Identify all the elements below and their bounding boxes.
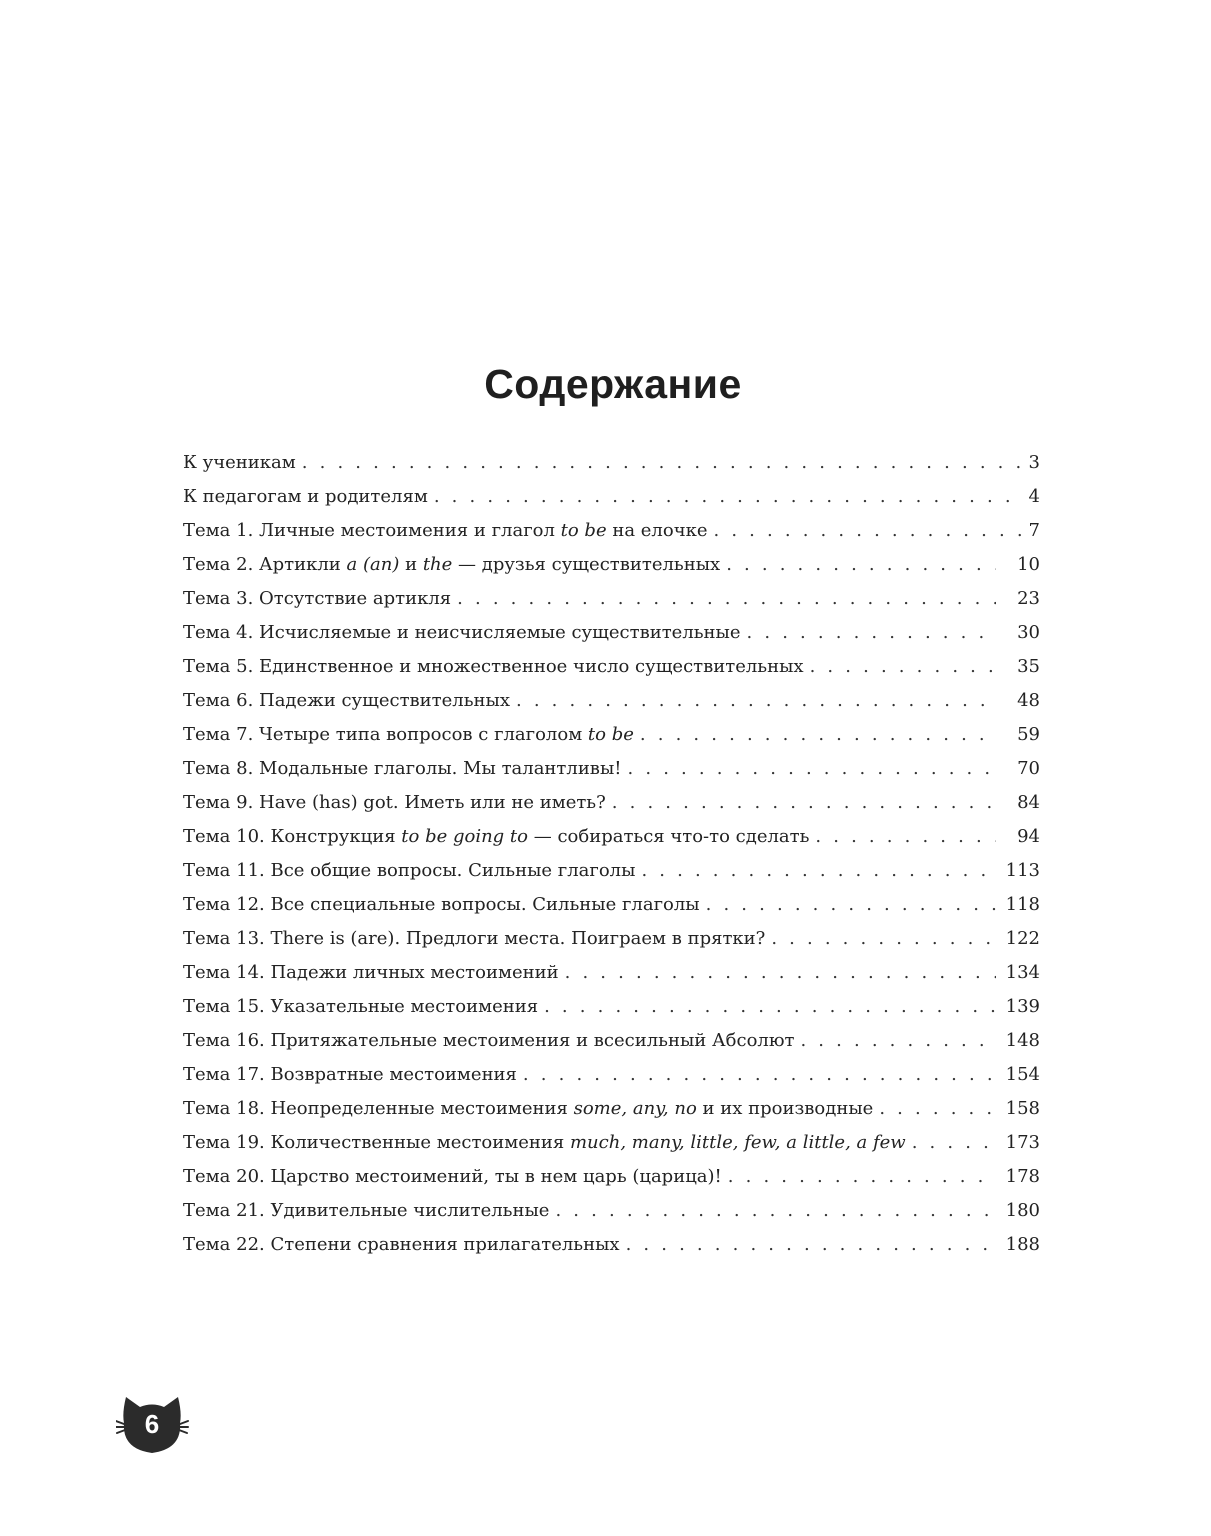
toc-entry-title-text: и их производные [696, 1098, 874, 1119]
toc-entry [183, 1098, 1040, 1132]
toc-entry [183, 996, 1040, 1030]
toc-entry [183, 962, 1040, 996]
toc-entry-title-text: — друзья существительных [452, 554, 721, 575]
toc-entry-title [183, 554, 726, 575]
dot-leader [626, 1234, 996, 1255]
toc-entry-title [183, 826, 815, 847]
toc-entry [183, 520, 1040, 554]
dot-leader [565, 962, 996, 983]
dot-leader [771, 928, 996, 949]
dot-leader [728, 1166, 996, 1187]
toc-entry-title [183, 724, 640, 745]
toc-entry-title [183, 1234, 626, 1255]
dot-leader [302, 452, 1022, 473]
dot-leader [641, 860, 996, 881]
toc-entry [183, 588, 1040, 622]
toc-entry-title-italic: much, many, little, few, a little, a few [569, 1132, 906, 1153]
toc-entry [183, 656, 1040, 690]
toc-entry-title-text: К педагогам и родителям [183, 486, 428, 507]
toc-entry-page: 113 [1005, 860, 1040, 881]
toc-entry-title [183, 1200, 555, 1221]
toc-entry-title-text: на елочке [606, 520, 708, 541]
toc-entry-title-text: Тема 13. There is (are). Предлоги места. Поиграем в прятки? [183, 928, 766, 949]
toc-entry [183, 1234, 1040, 1268]
toc-entry [183, 1166, 1040, 1200]
toc-entry-title-text: Тема 15. Указательные местоимения [183, 996, 539, 1017]
toc-entry-page: 180 [1005, 1200, 1040, 1221]
toc-entry-title-italic: some, any, no [573, 1098, 697, 1119]
toc-entry [183, 792, 1040, 826]
dot-leader [800, 1030, 996, 1051]
toc-entry [183, 690, 1040, 724]
toc-entry-title [183, 1098, 879, 1119]
toc-entry-page: 70 [1017, 758, 1040, 779]
toc-entry-page: 23 [1017, 588, 1040, 609]
toc-entry-page: 134 [1005, 962, 1040, 983]
toc-entry-page: 10 [1017, 554, 1040, 575]
dot-leader [640, 724, 996, 745]
dot-leader [516, 690, 996, 711]
toc-entry [183, 758, 1040, 792]
page-title: Содержание [484, 361, 742, 408]
toc-entry [183, 826, 1040, 860]
toc-entry-title [183, 860, 641, 881]
dot-leader [555, 1200, 996, 1221]
toc-entry-title [183, 486, 434, 507]
dot-leader [457, 588, 996, 609]
toc-entry-title-text: Тема 1. Личные местоимения и глагол [183, 520, 561, 541]
toc-entry-page: 158 [1005, 1098, 1040, 1119]
toc-entry-title [183, 962, 565, 983]
toc-entry [183, 452, 1040, 486]
toc-entry-title [183, 690, 516, 711]
toc-entry-page: 139 [1005, 996, 1040, 1017]
toc-entry-title-text: Тема 5. Единственное и множественное число существительных [183, 656, 804, 677]
toc-entry-page: 30 [1017, 622, 1040, 643]
toc-entry-page: 118 [1005, 894, 1040, 915]
dot-leader [628, 758, 996, 779]
dot-leader [815, 826, 996, 847]
toc-entry-title-italic: a (an) [346, 554, 400, 575]
toc-entry-page: 173 [1005, 1132, 1040, 1153]
toc-entry-page: 3 [1028, 452, 1040, 473]
toc-entry-title-text: Тема 22. Степени сравнения прилагательных [183, 1234, 620, 1255]
dot-leader [714, 520, 1023, 541]
toc-entry-title-text: Тема 17. Возвратные местоимения [183, 1064, 517, 1085]
toc-entry-title-text: — собираться что-то сделать [528, 826, 810, 847]
toc-entry-title [183, 622, 747, 643]
toc-entry-title-italic: to be [587, 724, 634, 745]
toc-entry-title-text: Тема 20. Царство местоимений, ты в нем царь (царица)! [183, 1166, 722, 1187]
toc-entry-page: 94 [1017, 826, 1040, 847]
toc-entry-title-text: Тема 10. Конструкция [183, 826, 402, 847]
toc-entry-title-text: Тема 9. Have (has) got. Иметь или не иметь? [183, 792, 606, 813]
toc-entry-title [183, 452, 302, 473]
toc-entry-page: 178 [1005, 1166, 1040, 1187]
toc-entry-title [183, 928, 771, 949]
toc-entry [183, 928, 1040, 962]
dot-leader [747, 622, 996, 643]
toc-entry [183, 1064, 1040, 1098]
toc-entry-title-text: Тема 21. Удивительные числительные [183, 1200, 550, 1221]
dot-leader [706, 894, 996, 915]
page-number: 6 [144, 1409, 160, 1439]
toc-entry-page: 48 [1017, 690, 1040, 711]
toc-entry-title-italic: the [422, 554, 453, 575]
dot-leader [523, 1064, 996, 1085]
toc-entry-title-text: Тема 19. Количественные местоимения [183, 1132, 570, 1153]
toc-entry [183, 1200, 1040, 1234]
dot-leader [544, 996, 996, 1017]
toc-entry-page: 148 [1005, 1030, 1040, 1051]
page-number-badge [116, 1393, 190, 1459]
dot-leader [612, 792, 996, 813]
toc-entry-title [183, 894, 706, 915]
toc-entry-title [183, 1064, 523, 1085]
toc-entry-page: 84 [1017, 792, 1040, 813]
toc-entry [183, 486, 1040, 520]
toc-entry [183, 622, 1040, 656]
toc-entry-title [183, 1030, 800, 1051]
dot-leader [434, 486, 1022, 507]
dot-leader [810, 656, 996, 677]
toc-entry-title-italic: to be [560, 520, 607, 541]
toc-entry-title-text: Тема 12. Все специальные вопросы. Сильные глаголы [183, 894, 700, 915]
dot-leader [879, 1098, 996, 1119]
toc-entry-page: 122 [1005, 928, 1040, 949]
toc-entry [183, 724, 1040, 758]
toc-entry-page: 7 [1028, 520, 1040, 541]
dot-leader [912, 1132, 996, 1153]
toc-entry-title-text: Тема 8. Модальные глаголы. Мы талантливы! [183, 758, 622, 779]
toc-entry-title-italic: to be going to [401, 826, 528, 847]
toc-entry-title [183, 656, 810, 677]
toc-entry [183, 1132, 1040, 1166]
toc-entry-title-text: Тема 16. Притяжательные местоимения и всесильный Абсолют [183, 1030, 795, 1051]
toc-entry-title-text: Тема 6. Падежи существительных [183, 690, 510, 711]
toc-entry [183, 860, 1040, 894]
toc-entry-page: 59 [1017, 724, 1040, 745]
toc-entry-page: 35 [1017, 656, 1040, 677]
toc-entry-title-text: Тема 2. Артикли [183, 554, 347, 575]
toc-entry-title [183, 1132, 912, 1153]
toc-entry-title-text: Тема 7. Четыре типа вопросов с глаголом [183, 724, 588, 745]
toc-entry-title-text: Тема 3. Отсутствие артикля [183, 588, 452, 609]
toc-entry [183, 554, 1040, 588]
toc-entry-page: 154 [1005, 1064, 1040, 1085]
dot-leader [726, 554, 996, 575]
toc-entry-title [183, 758, 628, 779]
toc-entry-title [183, 520, 714, 541]
toc-entry-page: 188 [1005, 1234, 1040, 1255]
toc-entry-title [183, 1166, 728, 1187]
toc-entry-title-text: Тема 14. Падежи личных местоимений [183, 962, 559, 983]
toc-entry-title-text: К ученикам [183, 452, 296, 473]
toc-entry-title [183, 792, 612, 813]
toc-entry-title-text: Тема 4. Исчисляемые и неисчисляемые существительные [183, 622, 741, 643]
table-of-contents [183, 452, 1040, 1268]
toc-entry-page: 4 [1028, 486, 1040, 507]
toc-entry [183, 1030, 1040, 1064]
toc-entry [183, 894, 1040, 928]
toc-entry-title-text: Тема 18. Неопределенные местоимения [183, 1098, 574, 1119]
toc-entry-title-text: Тема 11. Все общие вопросы. Сильные глаголы [183, 860, 636, 881]
toc-entry-title [183, 996, 544, 1017]
toc-entry-title [183, 588, 457, 609]
toc-entry-title-text: и [399, 554, 423, 575]
